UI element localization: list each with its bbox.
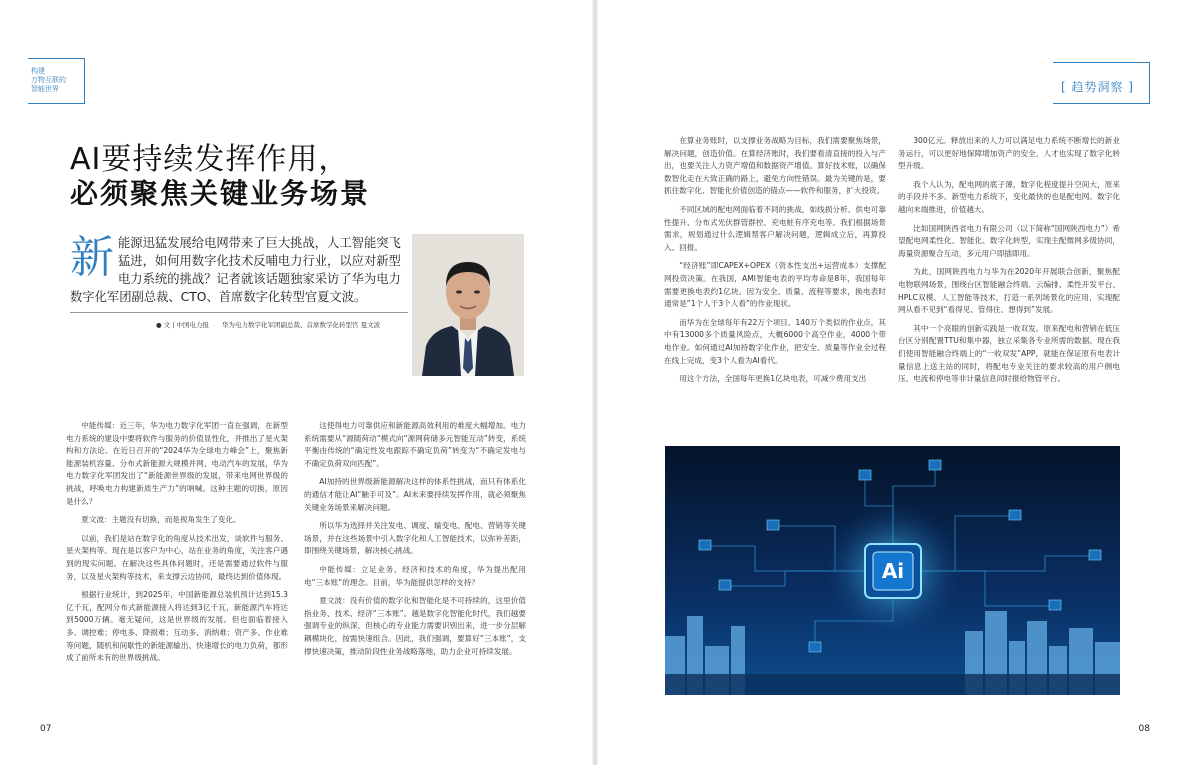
body-paragraph: 在算业务账时，以支撑业务战略为目标，我们需要聚焦场景，解决问题，创造价值。在算经济账时，我们要看清直接的投入与产出，也要关注人力资产增值和数据资产增值。算好技术账，以确保数智化走在大致正确的路上，避免方向性错误。最为关键的是，要抓住数字化、智能化价值创造的锚点——软件和服务，扩大投资。 <box>664 136 886 196</box>
body-paragraph: “经济账”即CAPEX+OPEX（资本性支出+运营成本）支撑配网投资决策。在我国，AMI智能电表的平均寿命是8年，我国每年需要更换电表约1亿块。因为安全、质量、流程等要求，换电表时通常是“1个人干3个人看”的作业现状。 <box>664 261 886 309</box>
lead-paragraph: 能源迅猛发展给电网带来了巨大挑战，人工智能突飞猛进，如何用数字化技术反哺电力行业，以应对新型电力系统的挑战？记者就该话题独家采访了华为电力 <box>118 236 401 286</box>
body-paragraph: 比如国网陕西省电力有限公司（以下简称“国网陕西电力”）希望配电网柔性化、智能化、数字化转型，实现主配微网多级协同，海量资源聚合互动，多元用户即插即用。 <box>898 223 1120 258</box>
body-paragraph: 以前，我们是站在数字化的角度从技术出发，谈软件与服务、星火架构等。现在是以客户为中心，站在业务的角度，关注客户遇到的现实问题。在解决这些具体问题时，还是需要通过软件与服务，以及星火架构等技术，来支撑云边协同，最终达到价值体现。 <box>66 533 288 581</box>
body-paragraph: 中能传媒：立足业务、经济和技术的角度，华为提出配用电“三本账”的理念。目前，华为能提供怎样的支持？ <box>304 564 526 587</box>
body-paragraph: 中能传媒：近三年，华为电力数字化军团一直在强调，在新型电力系统的建设中要将软件与服务的价值显性化，并推出了星火架构和方法论。在近日召开的“2024华为全球电力峰会”上，聚焦新能源装机容量、分布式新能源大规模并网、电动汽车的发展，华为电力数字化军团发出了“新能源世界级的发展，带来电网世界级的挑战，呼唤电力构建新质生产力”的呐喊。这种主题的切换，原因是什么？ <box>66 421 288 506</box>
ai-chip-label: Ai <box>881 559 905 583</box>
body-paragraph: 夏文波：没有价值的数字化和智能化是不可持续的，这里价值指业务、技术、经济“三本账”。越是数字化智能化时代，我们越要强调专业的纵深，但核心的专业能力需要识别出来，进一步分层解耦模块化，按需快速组合。因此，我们强调，要算好“三本账”，支撑快速决策，推动阶段性业务战略落地，助力企业可持续发展。 <box>304 596 526 656</box>
headline-line-1: AI要持续发挥作用， <box>70 142 350 177</box>
drop-cap: 新 <box>70 232 114 283</box>
body-paragraph: AI加持的世界级新能源解决这样的体系性挑战，而只有体系化的通信才能让AI“触手可及”。AI未来要持续发挥作用，就必须聚焦关键业务场景来解决问题。 <box>304 477 526 512</box>
body-paragraph: 根据行业统计，到2025年，中国新能源总装机预计达到15.3亿千瓦，配网分布式新能源接入将达到3亿千瓦，新能源汽车将达到5000万辆。毫无疑问，这是世界级的发展。但也面临着接入多、调控难；停电多、降损难；互动多、消纳难；资产多、作业难等问题，随机和间歇性的新能源输出、快速增长的电力负荷，都形成了前所未有的世界级挑战。 <box>66 590 288 663</box>
lead-paragraph-last-line: 数字化军团副总裁、CTO、首席数字化转型官夏文波。 <box>70 290 367 304</box>
body-column-2 <box>304 420 526 664</box>
byline: ● 文 | 中国电力报 华为电力数字化军团副总裁、首席数字化转型官 夏文波 <box>156 321 381 329</box>
ai-city-illustration <box>665 446 1120 695</box>
body-paragraph: 其中一个亮眼的创新实践是一收双发。原来配电和营销在低压台区分别配置TTU和集中器，独立采集各专业所需的数据。现在我们使用智能融合终端上的“一收双发”APP，就能在保证原有电表计量信息上送主站的同时，将配电专业关注的要求较高的用户侧电压、电流和停电等非计量信息同时报给物管平台。 <box>898 323 1120 384</box>
body-paragraph: 我个人认为，配电网的底子薄，数字化程度提升空间大，原来的手段并不多。新型电力系统下，变化最快的也是配电网。数字化越向末端推进，价值越大。 <box>898 179 1120 214</box>
interviewee-portrait <box>412 234 524 376</box>
section-tag-text: 构建 万物互联的 智能世界 <box>31 67 66 93</box>
body-paragraph: 用这个方法，全国每年更换1亿块电表，可减少费用支出 <box>679 374 867 384</box>
body-paragraph: 而华为在全球每年有22万个项目、140万个类似的作业点，其中有13000多个质量风险点，大概6000个高空作业，4000个带电作业。如何通过AI加持数字化作业，把安全、质量等作业全过程在线上完成，变3个人看为AI看代。 <box>664 317 886 365</box>
section-tag-box <box>28 58 85 104</box>
headline-line-2: 必须聚焦关键业务场景 <box>70 177 371 210</box>
page-number-left: 07 <box>40 724 52 734</box>
column-tag: [ 趋势洞察 ] <box>1061 80 1134 94</box>
body-column-3 <box>664 135 886 392</box>
body-paragraph: 夏文波：主题没有切换，而是视角发生了变化。 <box>81 515 241 525</box>
page-number-right: 08 <box>1138 724 1150 734</box>
byline-rule <box>70 312 408 313</box>
body-column-1 <box>66 420 288 671</box>
body-paragraph: 所以华为选择并关注发电、调度、输变电、配电、营销等关键场景，并在这些场景中引入数字化和人工智能技术，以弥补差距，即围绕关键场景，解决核心挑战。 <box>304 521 526 556</box>
page-spine <box>592 0 598 765</box>
body-paragraph: 这使得电力可靠供应和新能源高效利用的难度大幅增加。电力系统需要从“源随荷动”模式向“源网荷储多元智能互动”转变，系统平衡由传统的“确定性发电跟踪不确定负荷”转变为“不确定发电与不确定负荷双向匹配”。 <box>304 421 526 468</box>
body-paragraph: 300亿元。释放出来的人力可以满足电力系统不断增长的新业务运行，可以更好地保障增加资产的安全，人才也实现了数字化转型升级。 <box>898 136 1120 171</box>
body-paragraph: 为此，国网陕西电力与华为在2020年开展联合创新，聚焦配电物联网场景，围绕台区智能融合终端、云编排、柔性开发平台、HPLC双模、人工智能等技术，打造一系列场景化的应用，实现配网从看不见到“看得见、管得住、想得到”发展。 <box>898 267 1120 315</box>
body-paragraph: 不同区域的配电网面临着不同的挑战，如线损分析、供电可靠性提升、分布式光伏群管群控、充电桩有序充电等。我们根据场景需求，规划通过什么逻辑帮客户解决问题，逻辑成立后，再算投入、回报。 <box>664 204 886 252</box>
body-column-4 <box>898 135 1120 392</box>
